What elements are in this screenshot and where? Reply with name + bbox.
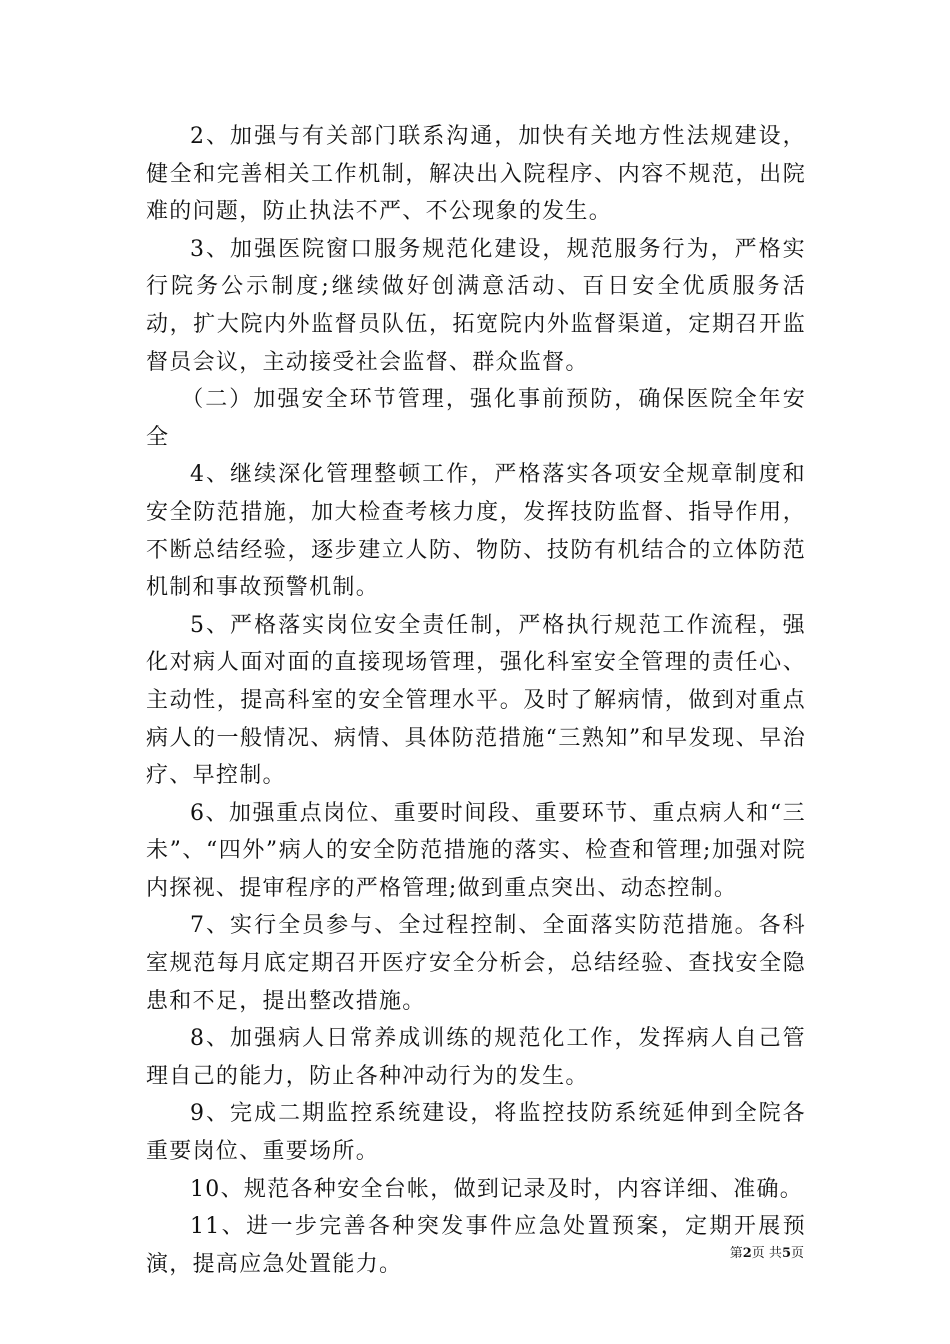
paragraph-item-6: 6、加强重点岗位、重要时间段、重要环节、重点病人和“三未”、“四外”病人的安全防范措施的落实、检查和管理;加强对院内探视、提审程序的严格管理;做到重点突出、动态控制。 [146, 800, 806, 901]
paragraph-item-2: 2、加强与有关部门联系沟通，加快有关地方性法规建设，健全和完善相关工作机制，解决出入院程序、内容不规范，出院难的问题，防止执法不严、不公现象的发生。 [146, 124, 806, 225]
footer-current-page: 2 [742, 1246, 752, 1261]
paragraph-item-7: 7、实行全员参与、全过程控制、全面落实防范措施。各科室规范每月底定期召开医疗安全分析会，总结经验、查找安全隐患和不足，提出整改措施。 [146, 913, 806, 1014]
paragraph-item-9: 9、完成二期监控系统建设，将监控技防系统延伸到全院各重要岗位、重要场所。 [146, 1101, 806, 1165]
paragraph-item-4: 4、继续深化管理整顿工作，严格落实各项安全规章制度和安全防范措施，加大检查考核力度，发挥技防监督、指导作用，不断总结经验，逐步建立人防、物防、技防有机结合的立体防范机制和事故预警机制。 [146, 462, 806, 601]
paragraph-item-5: 5、严格落实岗位安全责任制，严格执行规范工作流程，强化对病人面对面的直接现场管理，强化科室安全管理的责任心、主动性，提高科室的安全管理水平。及时了解病情，做到对重点病人的一般情况、病情、具体防范措施“三熟知”和早发现、早治疗、早控制。 [146, 612, 806, 789]
footer-prefix: 第 [729, 1246, 743, 1261]
section-heading: （二）加强安全环节管理，强化事前预防，确保医院全年安全 [146, 387, 806, 450]
footer-suffix: 页 [790, 1246, 804, 1261]
document-body [146, 118, 806, 1283]
page-number-footer [730, 1246, 804, 1262]
paragraph-item-8: 8、加强病人日常养成训练的规范化工作，发挥病人自己管理自己的能力，防止各种冲动行为的发生。 [146, 1026, 806, 1089]
footer-middle: 页 共 [751, 1246, 782, 1261]
paragraph-item-11: 11、进一步完善各种突发事件应急处置预案，定期开展预演，提高应急处置能力。 [146, 1214, 806, 1277]
footer-total-pages: 5 [781, 1246, 791, 1261]
paragraph-item-10: 10、规范各种安全台帐，做到记录及时，内容详细、准确。 [190, 1176, 804, 1202]
paragraph-item-3: 3、加强医院窗口服务规范化建设，规范服务行为，严格实行院务公示制度;继续做好创满意活动、百日安全优质服务活动，扩大院内外监督员队伍，拓宽院内外监督渠道，定期召开监督员会议，主动接受社会监督、群众监督。 [146, 236, 806, 375]
